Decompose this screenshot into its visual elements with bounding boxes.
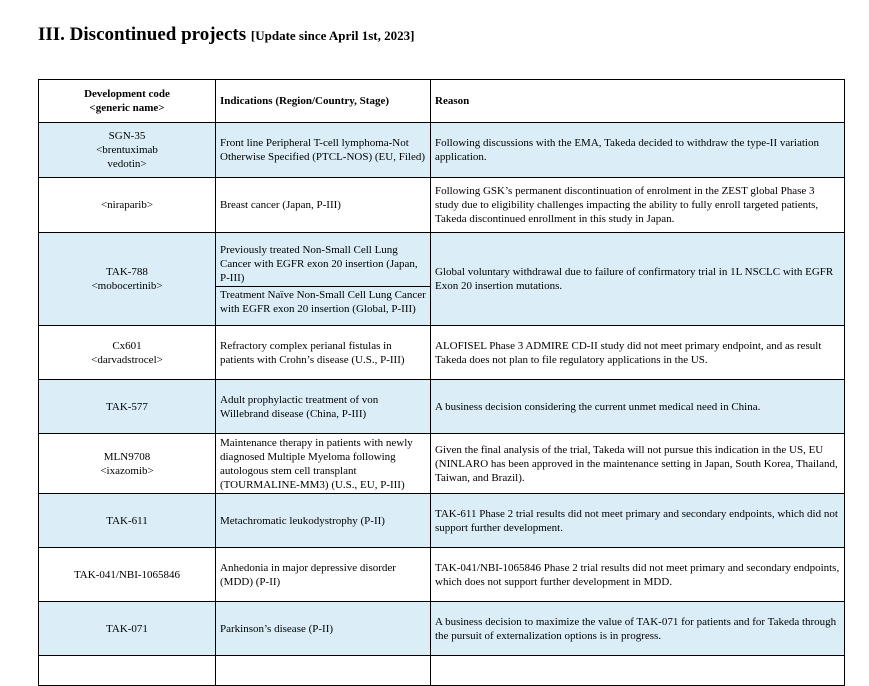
reason-cell: Given the final analysis of the trial, Takeda will not pursue this indication in the US, EU (NINLARO has been approved in the maintenance setting in Japan, South Korea, Thailand, Taiwan, and Brazil). [431,434,845,494]
development-code-cell [39,233,216,326]
table-row [39,178,845,233]
indications-cell: Breast cancer (Japan, P-III) [216,178,431,233]
code-line: <niraparib> [100,199,154,211]
development-code-cell [39,178,216,233]
discontinued-projects-table [38,79,845,686]
header-code-line1: Development code [84,88,170,100]
table-row-partial [39,656,845,686]
code-line: TAK-071 [106,622,148,635]
indications-cell: Anhedonia in major depressive disorder (MDD) (P-II) [216,548,431,602]
indications-cell: Refractory complex perianal fistulas in patients with Crohn’s disease (U.S., P-III) [216,326,431,380]
reason-cell: TAK-611 Phase 2 trial results did not meet primary and secondary endpoints, which did not support further development. [431,494,845,548]
reason-cell: Global voluntary withdrawal due to failure of confirmatory trial in 1L NSCLC with EGFR Exon 20 insertion mutations. [431,233,845,326]
code-line: TAK-577 [106,400,148,413]
code-line: <darvadstrocel> [91,353,163,366]
code-line: <mobocertinib> [91,280,163,292]
code-line: <ixazomib> [100,464,154,477]
code-line: TAK-041/NBI-1065846 [73,568,181,581]
reason-cell: TAK-041/NBI-1065846 Phase 2 trial results did not meet primary and secondary endpoints, which does not support further development in MDD. [431,548,845,602]
indication-treatment-naive: Treatment Naïve Non-Small Cell Lung Cancer with EGFR exon 20 insertion (Global, P-III) [220,288,426,315]
table-row [39,494,845,548]
reason-cell: A business decision to maximize the value of TAK-071 for patients and for Takeda through the pursuit of externalization options is in progress. [431,602,845,656]
code-line: TAK-611 [106,514,148,527]
development-code-cell [39,548,216,602]
indications-cell: Adult prophylactic treatment of von Willebrand disease (China, P-III) [216,380,431,434]
indications-cell: Parkinson’s disease (P-II) [216,602,431,656]
reason-cell: ALOFISEL Phase 3 ADMIRE CD-II study did not meet primary endpoint, and as result Takeda does not plan to file regulatory applications in the US. [431,326,845,380]
code-line: MLN9708 [103,450,151,463]
table-header-row [39,80,845,123]
code-line: TAK-788 [106,266,148,278]
header-development-code [39,80,216,123]
table-row [39,233,845,326]
table-row [39,434,845,494]
indications-cell: Metachromatic leukodystrophy (P-II) [216,494,431,548]
table-row [39,123,845,178]
development-code-cell [39,494,216,548]
table-row [39,548,845,602]
code-line: Cx601 [112,339,142,352]
indications-cell: Front line Peripheral T-cell lymphoma-Not Otherwise Specified (PTCL-NOS) (EU, Filed) [216,123,431,178]
development-code-cell [39,434,216,494]
code-line: vedotin> [107,158,147,170]
section-title [38,24,414,46]
empty-cell [216,656,431,686]
indications-cell: Maintenance therapy in patients with newly diagnosed Multiple Myeloma following autologous stem cell transplant (TOURMALINE-MM3) (U.S., EU, P-III) [216,434,431,494]
reason-cell: A business decision considering the current unmet medical need in China. [431,380,845,434]
development-code-cell [39,326,216,380]
table-row [39,326,845,380]
header-indications: Indications (Region/Country, Stage) [216,80,431,123]
table-row [39,380,845,434]
empty-cell [39,656,216,686]
code-line: SGN-35 [108,130,146,142]
section-title-main: III. Discontinued projects [38,24,247,45]
header-reason: Reason [431,80,845,123]
section-title-update-note: [Update since April 1st, 2023] [250,28,415,43]
empty-cell [431,656,845,686]
indications-cell [216,233,431,326]
code-line: <brentuximab [96,144,158,156]
reason-cell: Following discussions with the EMA, Takeda decided to withdraw the type-II variation application. [431,123,845,178]
indication-previously-treated: Previously treated Non-Small Cell Lung Cancer with EGFR exon 20 insertion (Japan, P-III) [216,242,430,287]
development-code-cell [39,380,216,434]
reason-cell: Following GSK’s permanent discontinuation of enrolment in the ZEST global Phase 3 study due to eligibility challenges impacting the ability to fully enroll targeted patients, Takeda discontinued enrollment in this study in Japan. [431,178,845,233]
development-code-cell [39,602,216,656]
development-code-cell [39,123,216,178]
table-row [39,602,845,656]
header-code-line2: <generic name> [89,102,165,114]
